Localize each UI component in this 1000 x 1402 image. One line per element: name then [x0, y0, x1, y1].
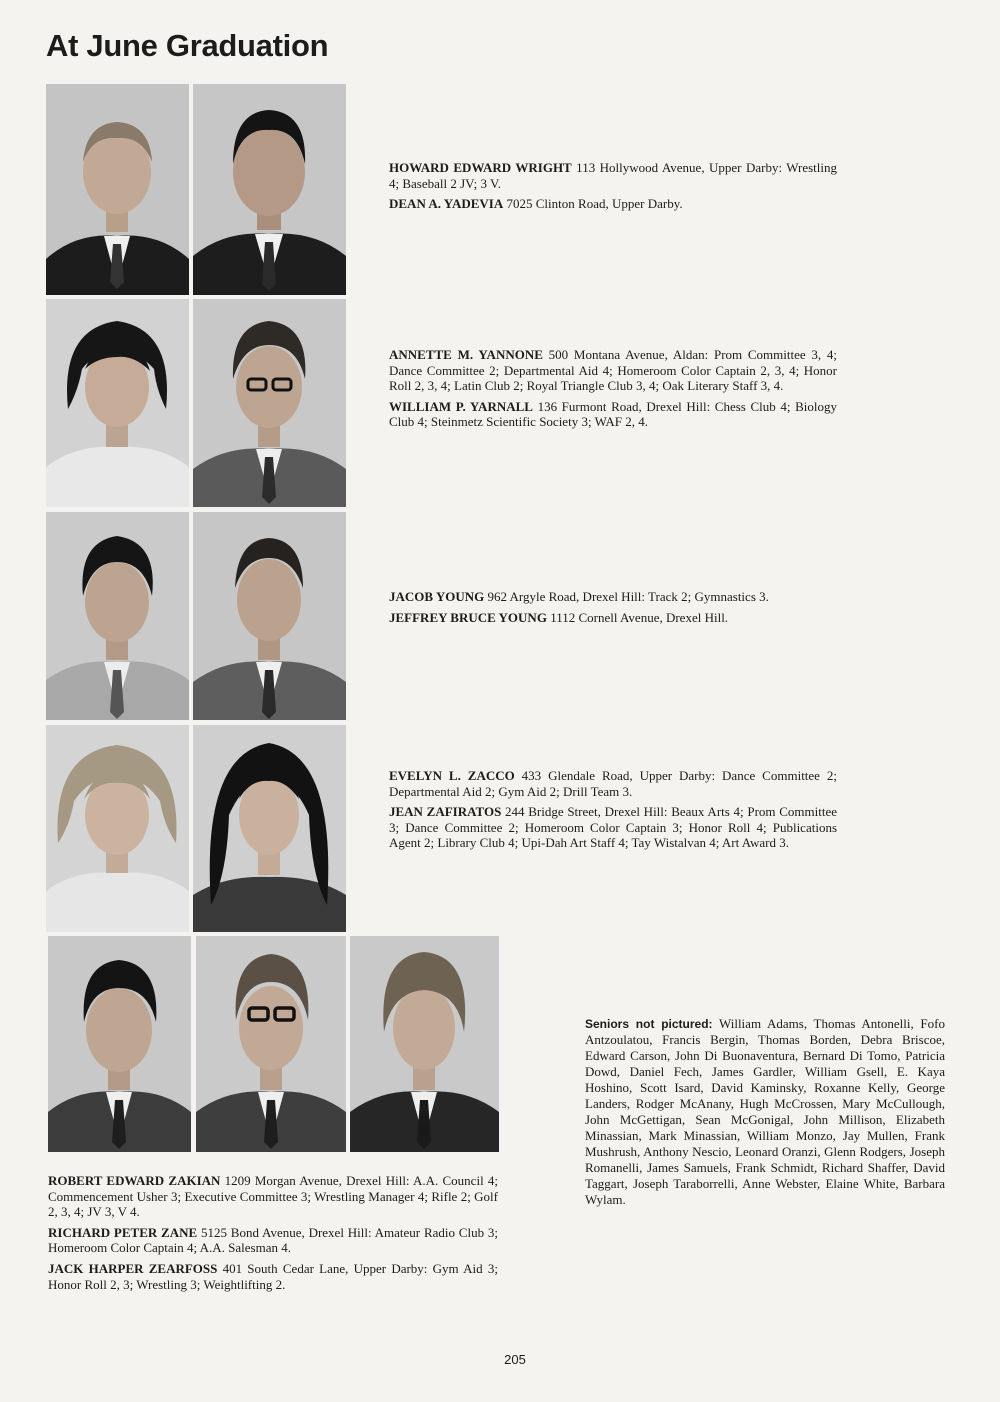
bio-entry — [389, 399, 837, 430]
bio-entry — [48, 1173, 498, 1220]
page-number: 205 — [504, 1352, 526, 1367]
student-name: WILLIAM P. YARNALL — [389, 398, 533, 414]
not-pictured-names: William Adams, Thomas Antonelli, Fofo Antzoulatou, Francis Bergin, Thomas Borden, Debra Briscoe, Edward Carson, John Di Buonaventura, Bernard Di Tomo, Patricia Dowd, Daniel Fech, James Gardler, William Gsell, E. Kaya Hoshino, Scott Isard, David Kaminsky, Roxanne Kelly, George Landers, Rodger McAnany, Hugh McCrossen, Mary McCullough, John McGettigan, Sean McGonigal, John Millison, Elizabeth Minassian, Mark Minassian, William Monzo, Jay Mullen, Frank Mushrush, Anthony Nescio, Leonard Oranzi, Glenn Rodgers, Joseph Romanelli, James Samuels, Frank Schmidt, Richard Shaffer, David Taggart, Joseph Taraborrelli, Anne Webster, Elaine White, Barbara Wylam. — [585, 1016, 945, 1207]
student-name: ANNETTE M. YANNONE — [389, 347, 543, 362]
student-details: 1112 Cornell Avenue, Drexel Hill. — [546, 609, 729, 625]
bio-entry — [389, 804, 837, 851]
bio-entry — [48, 1261, 498, 1292]
student-name: JEFFREY BRUCE YOUNG — [389, 609, 547, 625]
student-details: 962 Argyle Road, Drexel Hill: Track 2; Gymnastics 3. — [484, 589, 769, 604]
bio-entry — [389, 347, 837, 394]
student-name: HOWARD EDWARD WRIGHT — [389, 160, 572, 175]
bio-group-1 — [389, 160, 837, 217]
bio-group-3 — [389, 589, 837, 630]
portrait-photo-yannone — [46, 299, 189, 507]
not-pictured-label: Seniors not pictured: — [585, 1017, 713, 1031]
portrait-photo-zakian — [48, 936, 191, 1152]
student-name: RICHARD PETER ZANE — [48, 1224, 198, 1240]
student-details: 500 Montana Avenue, Aldan: Prom Committee 3, 4; Dance Committee 2; Departmental Aid 4; Homeroom Color Captain 2, 3, 4; Honor Roll 2, 3, 4; Latin Club 2; Royal Triangle Club 3, 4; Oak Literary Staff 3, 4. — [389, 347, 837, 394]
student-details: 5125 Bond Avenue, Drexel Hill: Amateur Radio Club 3; Homeroom Color Captain 4; A.A. Salesman 4. — [48, 1224, 498, 1256]
portrait-photo-jacob-young — [46, 512, 189, 720]
bio-entry — [389, 610, 837, 626]
portrait-photo-wright — [46, 84, 189, 295]
portrait-photo-zafiratos — [193, 725, 346, 932]
student-name: EVELYN L. ZACCO — [389, 768, 515, 783]
portrait-photo-jeffrey-young — [193, 512, 346, 720]
student-name: JACK HARPER ZEARFOSS — [48, 1260, 218, 1276]
bio-group-4 — [389, 768, 837, 856]
portrait-photo-yadevia — [193, 84, 346, 295]
bio-entry — [389, 196, 837, 212]
student-details: 244 Bridge Street, Drexel Hill: Beaux Arts 4; Prom Committee 3; Dance Committee 2; Homeroom Color Captain 3; Honor Roll 4; Publications Agent 2; Library Club 4; Upi-Dah Art Staff 4; Tay Wistalvan 4; Art Award 3. — [389, 804, 837, 851]
student-details: 1209 Morgan Avenue, Drexel Hill: A.A. Council 4; Commencement Usher 3; Executive Committee 3; Wrestling Manager 4; Rifle 2; Golf 2, 3, 4; JV 3, V 4. — [48, 1173, 498, 1220]
student-name: DEAN A. YADEVIA — [389, 196, 504, 212]
student-name: JEAN ZAFIRATOS — [389, 804, 502, 820]
bio-entry — [48, 1225, 498, 1256]
portrait-photo-zane — [196, 936, 346, 1152]
seniors-not-pictured — [585, 1016, 945, 1208]
bio-group-2 — [389, 347, 837, 435]
bio-entry — [389, 589, 837, 605]
student-details: 401 South Cedar Lane, Upper Darby: Gym Aid 3; Honor Roll 2, 3; Wrestling 3; Weightlifting 2. — [48, 1260, 498, 1292]
bio-group-5 — [48, 1173, 498, 1297]
student-name: JACOB YOUNG — [389, 589, 485, 604]
student-details: 433 Glendale Road, Upper Darby: Dance Committee 2; Departmental Aid 2; Gym Aid 2; Drill Team 3. — [389, 768, 838, 799]
student-details: 113 Hollywood Avenue, Upper Darby: Wrestling 4; Baseball 2 JV; 3 V. — [389, 160, 838, 191]
portrait-photo-yarnall — [193, 299, 346, 507]
student-name: ROBERT EDWARD ZAKIAN — [48, 1173, 221, 1188]
bio-entry — [389, 160, 837, 191]
student-details: 136 Furmont Road, Drexel Hill: Chess Club 4; Biology Club 4; Steinmetz Scientific Society 3; WAF 2, 4. — [389, 398, 837, 430]
bio-entry — [389, 768, 837, 799]
student-details: 7025 Clinton Road, Upper Darby. — [503, 196, 683, 212]
portrait-photo-zacco — [46, 725, 189, 932]
page-title: At June Graduation — [46, 28, 329, 63]
portrait-photo-zearfoss — [350, 936, 499, 1152]
